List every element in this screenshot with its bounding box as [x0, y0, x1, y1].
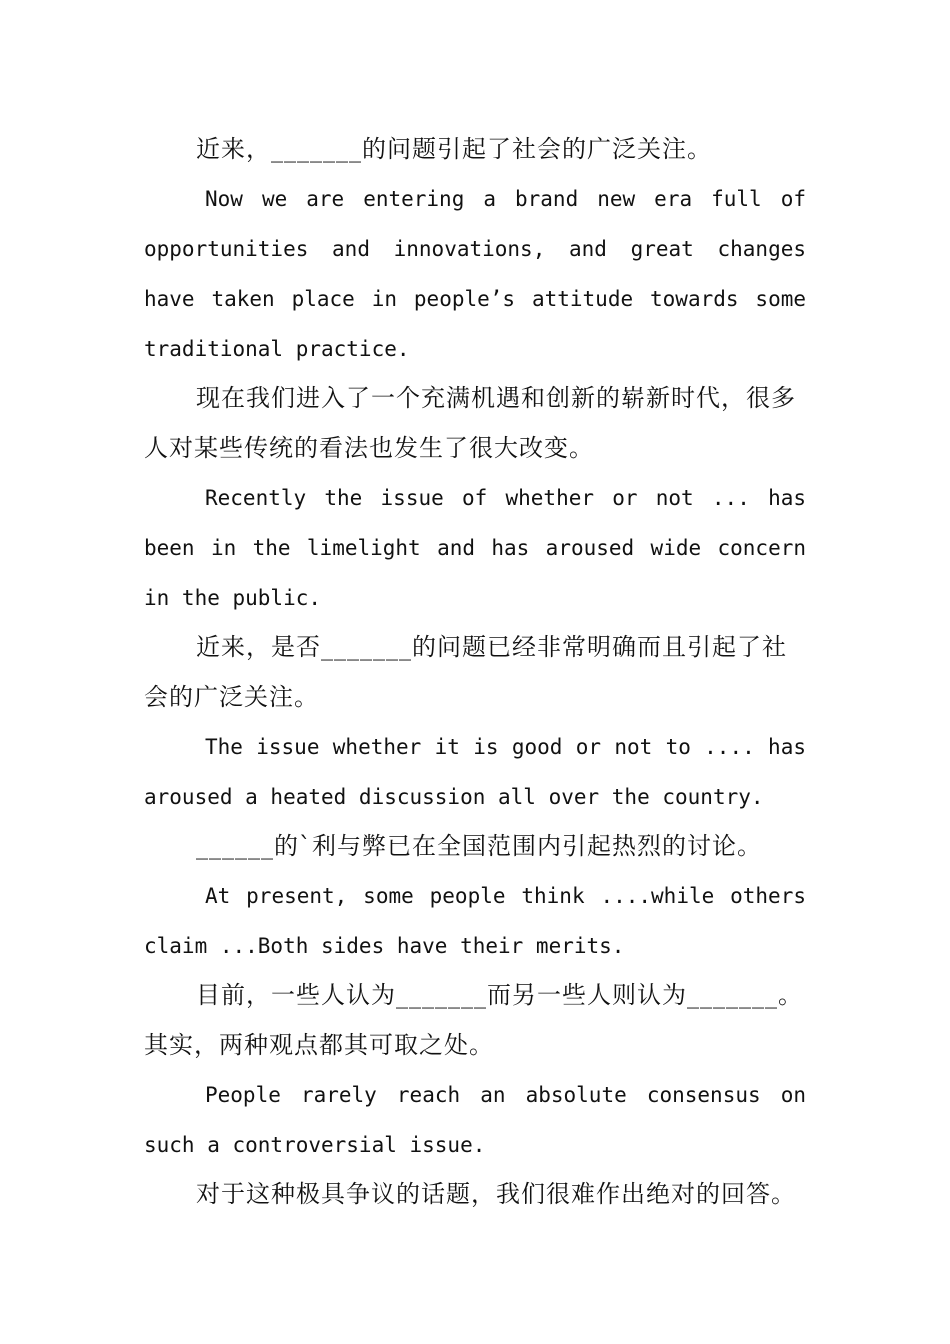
paragraph-zh-3: 近来，是否_______的问题已经非常明确而且引起了社会的广泛关注。 [144, 633, 787, 711]
paragraph-zh-4: ______的`利与弊已在全国范围内引起热烈的讨论。 [196, 832, 762, 860]
paragraph-zh-5: 目前，一些人认为_______而另一些人则认为_______。其实，两种观点都其可取之处。 [144, 981, 803, 1059]
paragraph-zh-2: 现在我们进入了一个充满机遇和创新的崭新时代，很多人对某些传统的看法也发生了很大改变。 [144, 384, 796, 462]
paragraph-en-2: Recently the issue of whether or not ... has been in the limelight and has aroused wide concern in the public. [144, 486, 806, 610]
paragraph-zh-6: 对于这种极具争议的话题，我们很难作出绝对的回答。 [196, 1180, 796, 1208]
paragraph-en-5: People rarely reach an absolute consensus on such a controversial issue. [144, 1083, 806, 1157]
paragraph-zh-1: 近来，_______的问题引起了社会的广泛关注。 [196, 135, 712, 163]
paragraph-en-4: At present, some people think ....while others claim ...Both sides have their merits. [144, 884, 806, 958]
paragraph-en-3: The issue whether it is good or not to .... has aroused a heated discussion all over the country. [144, 735, 806, 809]
paragraph-en-1: Now we are entering a brand new era full of opportunities and innovations, and great changes have taken place in people’s attitude towards some traditional practice. [144, 187, 806, 361]
